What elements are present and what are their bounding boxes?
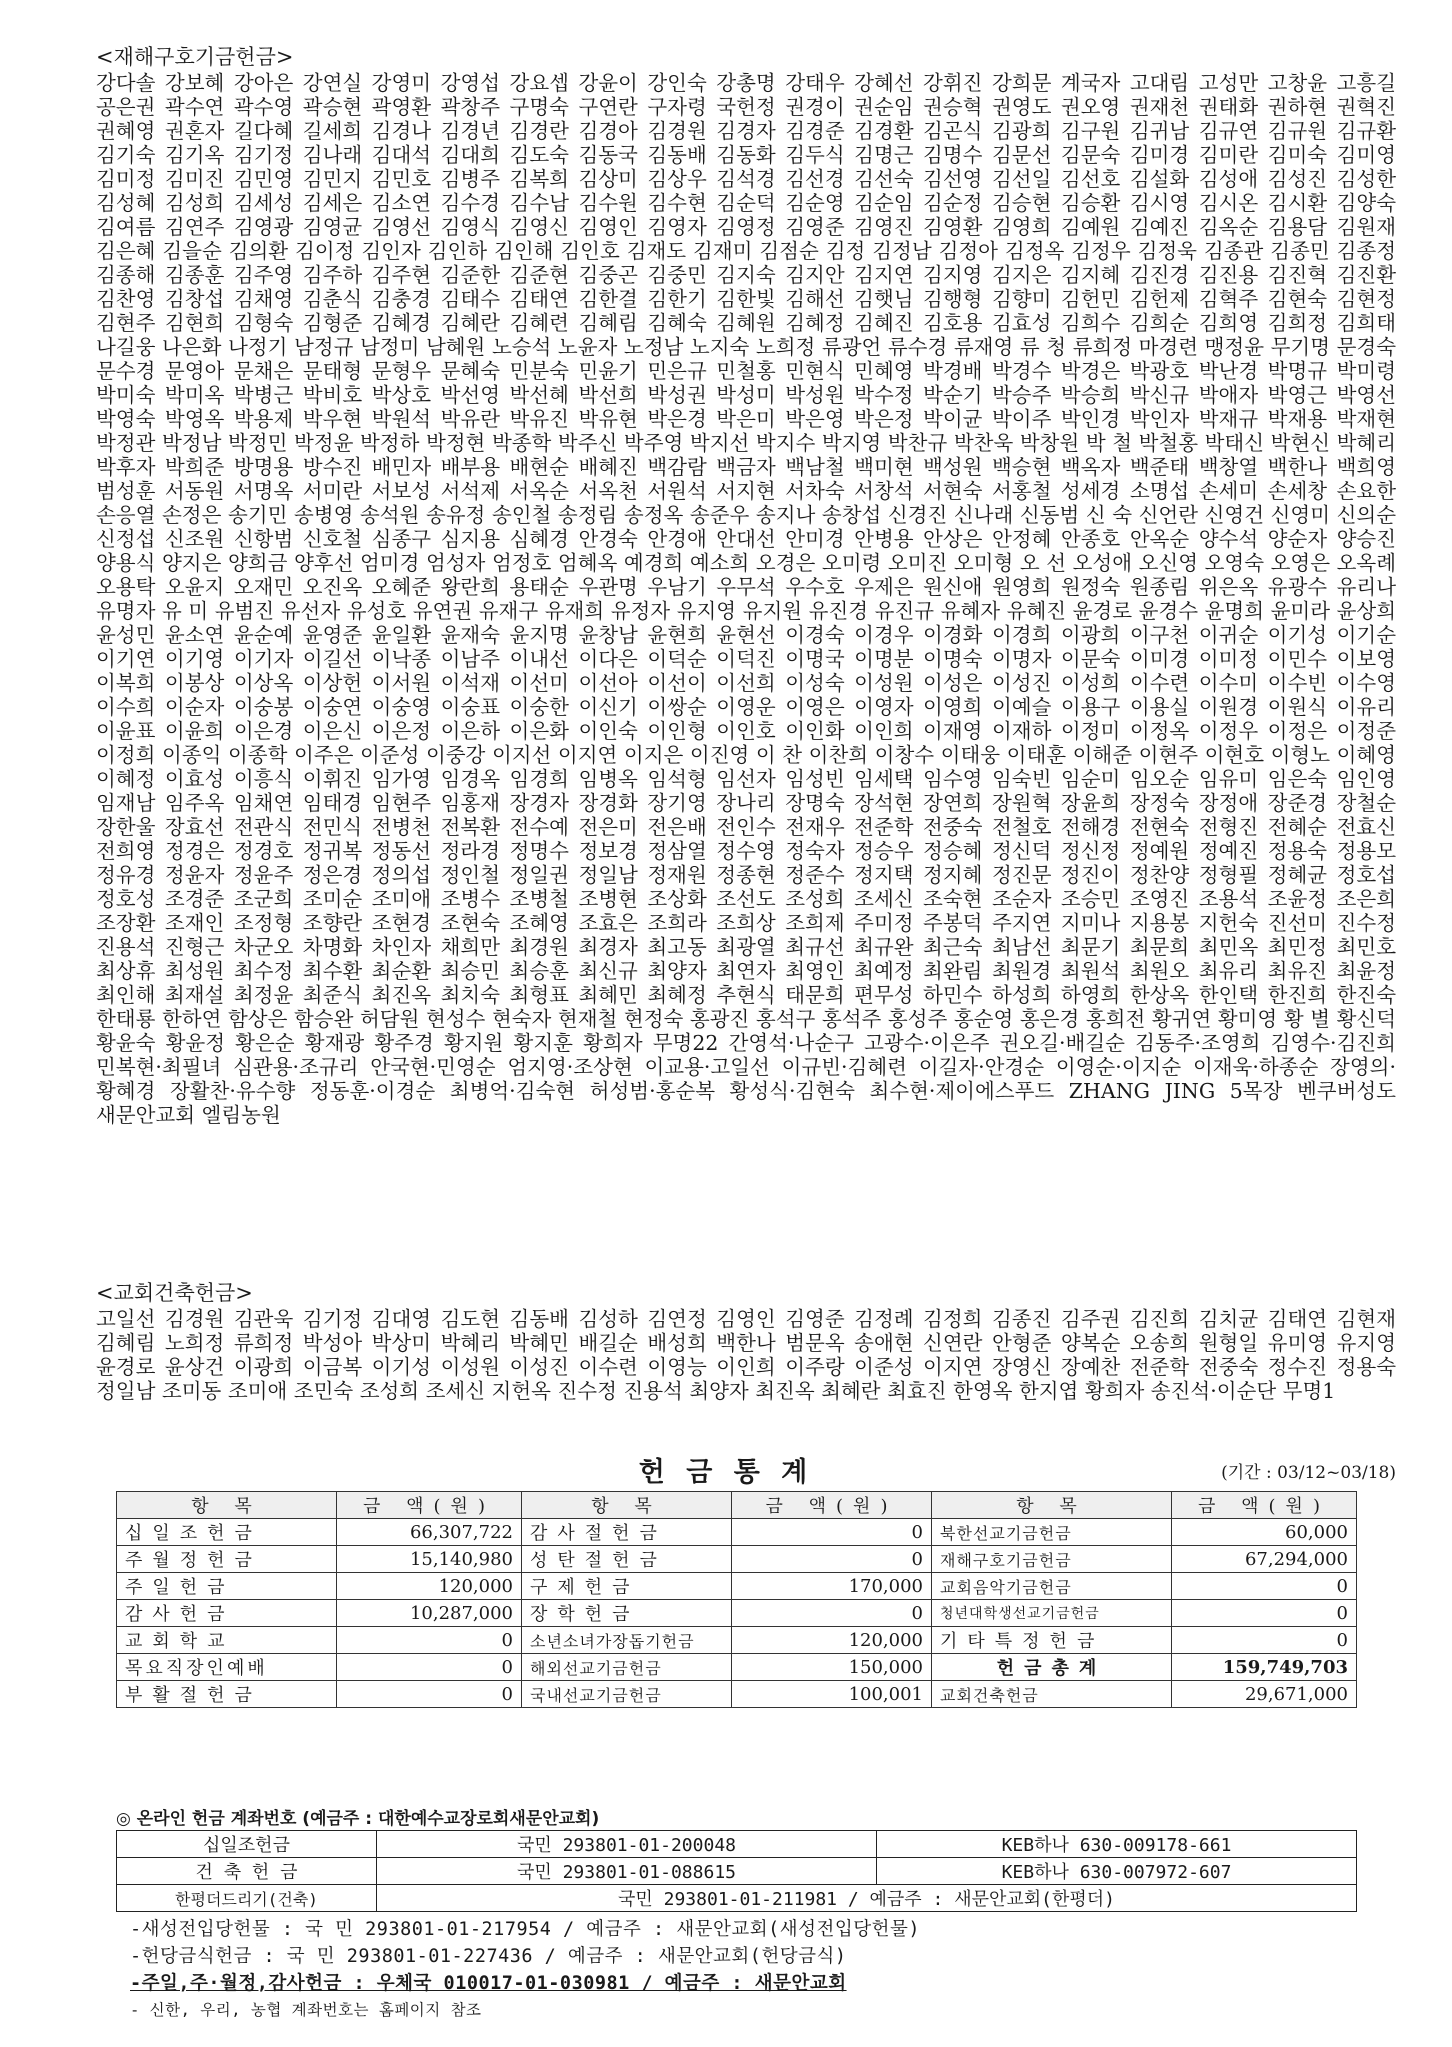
stats-item: 장학헌금 xyxy=(522,1600,732,1627)
stats-item: 소년소녀가장돕기헌금 xyxy=(522,1627,732,1654)
stats-header-row xyxy=(117,1492,1357,1519)
stats-amount: 10,287,000 xyxy=(337,1600,522,1627)
stats-period: (기간 : 03/12~03/18) xyxy=(1221,1463,1396,1483)
offering-stats-title: 헌 금 통 계 xyxy=(638,1457,814,1488)
account-line-dedication-fast: -헌당금식헌금 : 국 민 293801-01-227436 / 예금주 : 새문안교회(헌당금식) xyxy=(130,1946,847,1967)
stats-item: 부활절헌금 xyxy=(117,1681,337,1708)
header-item: 항 목 xyxy=(932,1492,1172,1519)
account-label: 십일조헌금 xyxy=(117,1831,377,1858)
stats-item: 십일조헌금 xyxy=(117,1519,337,1546)
offering-stats-table xyxy=(116,1491,1357,1708)
stats-item: 재해구호기금헌금 xyxy=(932,1546,1172,1573)
account-row xyxy=(117,1831,1357,1858)
header-amount: 금 액(원) xyxy=(337,1492,522,1519)
stats-amount: 0 xyxy=(732,1519,932,1546)
stats-row xyxy=(117,1546,1357,1573)
stats-row xyxy=(117,1654,1357,1681)
stats-amount: 15,140,980 xyxy=(337,1546,522,1573)
stats-amount: 0 xyxy=(1172,1600,1357,1627)
account-row xyxy=(117,1858,1357,1885)
stats-amount: 0 xyxy=(337,1681,522,1708)
stats-amount: 120,000 xyxy=(337,1573,522,1600)
header-item: 항 목 xyxy=(117,1492,337,1519)
stats-item: 교회학교 xyxy=(117,1627,337,1654)
account-number: KEB하나 630-007972-607 xyxy=(877,1858,1357,1885)
account-number: 국민 293801-01-200048 xyxy=(377,1831,877,1858)
online-account-heading: ◎ 온라인 헌금 계좌번호 (예금주 : 대한예수교장로회새문안교회) xyxy=(116,1809,600,1829)
stats-item: 성탄절헌금 xyxy=(522,1546,732,1573)
stats-item: 교회건축헌금 xyxy=(932,1681,1172,1708)
stats-amount: 0 xyxy=(1172,1573,1357,1600)
stats-row xyxy=(117,1627,1357,1654)
stats-item: 청년대학생선교기금헌금 xyxy=(932,1600,1172,1627)
account-label: 한평더드리기(건축) xyxy=(117,1885,377,1912)
account-number: 국민 293801-01-211981 / 예금주 : 새문안교회(한평더) xyxy=(377,1885,1357,1912)
stats-amount: 60,000 xyxy=(1172,1519,1357,1546)
stats-row xyxy=(117,1600,1357,1627)
account-line-post-office: -주일,주·월정,감사헌금 : 우체국 010017-01-030981 / 예금주 : 새문안교회 xyxy=(130,1973,847,1994)
stats-item: 구제헌금 xyxy=(522,1573,732,1600)
header-item: 항 목 xyxy=(522,1492,732,1519)
stats-amount: 0 xyxy=(337,1627,522,1654)
stats-item: 국내선교기금헌금 xyxy=(522,1681,732,1708)
header-amount: 금 액(원) xyxy=(1172,1492,1357,1519)
stats-item: 기타특정헌금 xyxy=(932,1627,1172,1654)
stats-amount: 0 xyxy=(337,1654,522,1681)
account-number: KEB하나 630-009178-661 xyxy=(877,1831,1357,1858)
building-fund-heading: <교회건축헌금> xyxy=(96,1281,253,1305)
account-note-homepage: - 신한, 우리, 농협 계좌번호는 홈페이지 참조 xyxy=(130,2001,482,2019)
online-account-table xyxy=(116,1830,1357,1912)
stats-row xyxy=(117,1681,1357,1708)
stats-total-label: 헌금총계 xyxy=(932,1654,1172,1681)
relief-fund-donor-list: 강다솔 강보혜 강아은 강연실 강영미 강영섭 강요셉 강윤이 강인숙 강총명 강태우 강혜선 강휘진 강희문 계국자 고대림 고성만 고창윤 고흥길 공은권 곽수연 곽수영 곽승현 곽영환 곽창주 구명숙 구연란 구자령 국헌정 권경이 권순임 권승혁 권영도 권오영 권재천 권태화 권하현 권혁진 권혜영 권혼자 길다혜 길세희 김경나 김경년 김경란 김경아 김경원 김경자 김경준 김경환 김곤식 김광희 김구원 김귀남 김규연 김규원 김규환 김기숙 김기옥 김기정 김나래 김대석 김대희 김도숙 김동국 김동배 김동화 김두식 김명근 김명수 김문선 김문숙 김미경 김미란 김미숙 김미영 김미정 김미진 김민영 김민지 김민호 김병주 김복희 김상미 김상우 김석경 김선경 김선숙 김선영 김선일 김선호 김설화 김성애 김성진 김성한 김성혜 김성희 김세성 김세은 김소연 김수경 김수남 김수원 김수현 김순덕 김순영 김순임 김순정 김승현 김승환 김시영 김시온 김시환 김양숙 김여름 김연주 김영광 김영균 김영선 김영식 김영신 김영인 김영자 김영정 김영준 김영진 김영환 김영희 김예원 김예진 김옥순 김용담 김원재 김은혜 김을순 김의환 김이정 김인자 김인하 김인해 김인호 김재도 김재미 김점순 김정 김정남 김정아 김정옥 김정우 김정욱 김종관 김종민 김종정 김종해 김종훈 김주영 김주하 김주현 김준한 김준현 김중곤 김중민 김지숙 김지안 김지연 김지영 김지은 김지혜 김진경 김진용 김진혁 김진환 김찬영 김창섭 김채영 김춘식 김충경 김태수 김태연 김한결 김한기 김한빛 김해선 김햇님 김행형 김향미 김헌민 김헌제 김혁주 김현숙 김현정 김현주 김현희 김형숙 김형준 김혜경 김혜란 김혜련 김혜림 김혜숙 김혜원 김혜정 김혜진 김호용 김효성 김희수 김희순 김희영 김희정 김희태 나길웅 나은화 나정기 남정규 남정미 남혜원 노승석 노윤자 노정남 노지숙 노희정 류광언 류수경 류재영 류 청 류희정 마경련 맹정윤 무기명 문경숙 문수경 문영아 문채은 문태형 문형우 문혜숙 민분숙 민윤기 민은규 민철홍 민현식 민혜영 박경배 박경수 박경은 박광호 박난경 박명규 박미령 박미숙 박미옥 박병근 박비호 박상호 박선영 박선혜 박선희 박성권 박성미 박성원 박수정 박순기 박승주 박승희 박신규 박애자 박영근 박영선 박영숙 박영옥 박용제 박우현 박원석 박유란 박유진 박유현 박은경 박은미 박은영 박은정 박이균 박이주 박인경 박인자 박재규 박재용 박재현 박정관 박정남 박정민 박정윤 박정하 박정현 박종학 박주신 박주영 박지선 박지수 박지영 박찬규 박찬욱 박창원 박 철 박철홍 박태신 박현신 박혜리 박후자 박희준 방명용 방수진 배민자 배부용 배현순 배혜진 백감람 백금자 백남철 백미현 백성원 백승현 백옥자 백준태 백창열 백한나 백희영 범성훈 서동원 서명옥 서미란 서보성 서석제 서옥순 서옥천 서원석 서지현 서차숙 서창석 서현숙 서홍철 성세경 소명섭 손세미 손세창 손요한 손응열 손정은 송기민 송병영 송석원 송유정 송인철 송정림 송정옥 송준우 송지나 송창섭 신경진 신나래 신동범 신 숙 신언란 신영건 신영미 신의순 신정섭 신조원 신항범 신호철 심종구 심지용 심혜경 안경숙 안경애 안대선 안미경 안병용 안상은 안정혜 안종호 안옥순 양수석 양순자 양승진 양용식 양지은 양희금 양후선 엄미경 엄성자 엄정호 엄혜옥 예경희 예소희 오경은 오미령 오미진 오미형 오 선 오성애 오신영 오영숙 오영은 오옥례 오용탁 오윤지 오재민 오진옥 오혜준 왕란희 용태순 우관명 우남기 우무석 우수호 우제은 원신애 원영희 원정숙 원종림 위은옥 유광수 유리나 유명자 유 미 유범진 유선자 유성호 유연권 유재구 유재희 유정자 유지영 유지원 유진경 유진규 유혜자 유혜진 윤경로 윤경수 윤명희 윤미라 윤상희 윤성민 윤소연 윤순예 윤영준 윤일환 윤재숙 윤지명 윤창남 윤현희 윤현선 이경숙 이경우 이경화 이경희 이광희 이구천 이귀순 이기성 이기순 이기연 이기영 이기자 이길선 이낙종 이남주 이내선 이다은 이덕순 이덕진 이명국 이명분 이명숙 이명자 이문숙 이미경 이미정 이민수 이보영 이복희 이봉상 이상옥 이상헌 이서원 이석재 이선미 이선아 이선이 이선희 이성숙 이성원 이성은 이성진 이성희 이수련 이수미 이수빈 이수영 이수희 이순자 이숭봉 이숭연 이숭영 이숭표 이숭한 이신기 이쌍순 이영운 이영은 이영자 이영희 이예슬 이용구 이용실 이원경 이원식 이유리 이윤표 이윤희 이은경 이은신 이은정 이은하 이은화 이인숙 이인형 이인호 이인화 이인희 이재영 이재하 이정미 이정옥 이정우 이정은 이정준 이정희 이종익 이종학 이주은 이준성 이중강 이지선 이지연 이지은 이진영 이 찬 이찬희 이창수 이태웅 이태훈 이해준 이현주 이현호 이형노 이혜영 이혜정 이효성 이흥식 이휘진 임가영 임경옥 임경희 임병옥 임석형 임선자 임성빈 임세택 임수영 임숙빈 임순미 임오순 임유미 임은숙 임인영 임재남 임주옥 임채연 임태경 임현주 임홍재 장경자 장경화 장기영 장나리 장명숙 장석현 장연희 장원혁 장윤희 장정숙 장정애 장준경 장철순 장한울 장효선 전관식 전민식 전병천 전복환 전수예 전은미 전은배 전인수 전재우 전준학 전중숙 전철호 전해경 전현숙 전형진 전혜순 전효신 전희영 정경은 정경호 정귀복 정동선 정라경 정명수 정보경 정삼열 정수영 정숙자 정승우 정승혜 정신덕 정신정 정예원 정예진 정용숙 정용모 정유경 정윤자 정윤주 정은경 정의섭 정인철 정일권 정일남 정재원 정종현 정준수 정지택 정지혜 정진문 정진이 정찬양 정형필 정혜균 정호섭 정호성 조경준 조군희 조미순 조미애 조병수 조병철 조병현 조상화 조선도 조성희 조세신 조숙현 조순자 조승민 조영진 조용석 조윤정 조은희 조장환 조재인 조정형 조향란 조현경 조현숙 조혜영 조효은 조희라 조희상 조희제 주미정 주봉덕 주지연 지미나 지용봉 지헌숙 진선미 진수정 진용석 진형근 차군오 차명화 차인자 채희만 최경원 최경자 최고동 최광열 최규선 최규완 최근숙 최남선 최문기 최문희 최민옥 최민정 최민호 최상휴 최성원 최수정 최수환 최순환 최승민 최승훈 최신규 최양자 최연자 최영인 최예정 최완림 최원경 최원석 최원오 최유리 최유진 최윤정 최인해 최재설 최정윤 최준식 최진옥 최치숙 최형표 최혜민 최혜정 추현식 태문희 편무성 하민수 하성희 하영희 한상옥 한인택 한진희 한진숙 한태룡 한하연 함상은 함승완 허담원 현성수 현숙자 현재철 현정숙 홍광진 홍석구 홍석주 홍성주 홍순영 홍은경 홍희전 황귀연 황미영 황 별 황신덕 황윤숙 황윤정 황은순 황재광 황주경 황지원 황지훈 황희자 무명22 간영석·나순구 고광수·이은주 권오길·배길순 김동주·조영희 김영수·김진희 민복현·최필녀 심관용·조규리 안국현·민영순 엄지영·조상현 이교용·고일선 이규빈·김혜련 이길자·안경순 이영순·이지순 이재욱·하종순 장영의·황혜경 장활찬·유수향 정동훈·이경순 최병억·김숙현 허성범·홍순복 황성식·김현숙 최수현·제이에스푸드 ZHANG JING 5목장 벤쿠버성도 새문안교회 엘림농원 xyxy=(96,71,1396,1127)
stats-item: 주월정헌금 xyxy=(117,1546,337,1573)
stats-amount: 150,000 xyxy=(732,1654,932,1681)
stats-amount: 120,000 xyxy=(732,1627,932,1654)
stats-amount: 100,001 xyxy=(732,1681,932,1708)
stats-amount: 0 xyxy=(732,1600,932,1627)
building-fund-donor-list: 고일선 김경원 김관욱 김기정 김대영 김도현 김동배 김성하 김연정 김영인 김영준 김정례 김정희 김종진 김주권 김진희 김치균 김태연 김현재 김혜림 노희정 류희정 박성아 박상미 박혜리 박혜민 배길순 배성희 백한나 범문옥 송애현 신연란 안형준 양복순 오송희 원형일 유미영 유지영 윤경로 윤상건 이광희 이금복 이기성 이성원 이성진 이수련 이영능 이인희 이주랑 이준성 이지연 장영신 장예찬 전준학 전중숙 정수진 정용숙 정일남 조미동 조미애 조민숙 조성희 조세신 지헌옥 진수정 진용석 최양자 최진옥 최혜란 최효진 한영옥 한지엽 황희자 송진석·이순단 무명1 xyxy=(96,1307,1396,1403)
stats-amount: 0 xyxy=(1172,1627,1357,1654)
relief-fund-heading: <재해구호기금헌금> xyxy=(96,45,294,69)
stats-item: 교회음악기금헌금 xyxy=(932,1573,1172,1600)
account-row xyxy=(117,1885,1357,1912)
account-number: 국민 293801-01-088615 xyxy=(377,1858,877,1885)
stats-total-amount: 159,749,703 xyxy=(1172,1654,1357,1681)
account-line-new-sanctuary: -새성전입당헌물 : 국 민 293801-01-217954 / 예금주 : 새문안교회(새성전입당헌물) xyxy=(130,1919,921,1940)
stats-item: 해외선교기금헌금 xyxy=(522,1654,732,1681)
stats-item: 주일헌금 xyxy=(117,1573,337,1600)
stats-amount: 66,307,722 xyxy=(337,1519,522,1546)
stats-item: 감사헌금 xyxy=(117,1600,337,1627)
account-label: 건 축 헌 금 xyxy=(117,1858,377,1885)
stats-amount: 29,671,000 xyxy=(1172,1681,1357,1708)
stats-row xyxy=(117,1519,1357,1546)
stats-item: 목요직장인예배 xyxy=(117,1654,337,1681)
stats-amount: 0 xyxy=(732,1546,932,1573)
stats-item: 북한선교기금헌금 xyxy=(932,1519,1172,1546)
stats-row xyxy=(117,1573,1357,1600)
stats-amount: 67,294,000 xyxy=(1172,1546,1357,1573)
stats-item: 감사절헌금 xyxy=(522,1519,732,1546)
stats-amount: 170,000 xyxy=(732,1573,932,1600)
header-amount: 금 액(원) xyxy=(732,1492,932,1519)
